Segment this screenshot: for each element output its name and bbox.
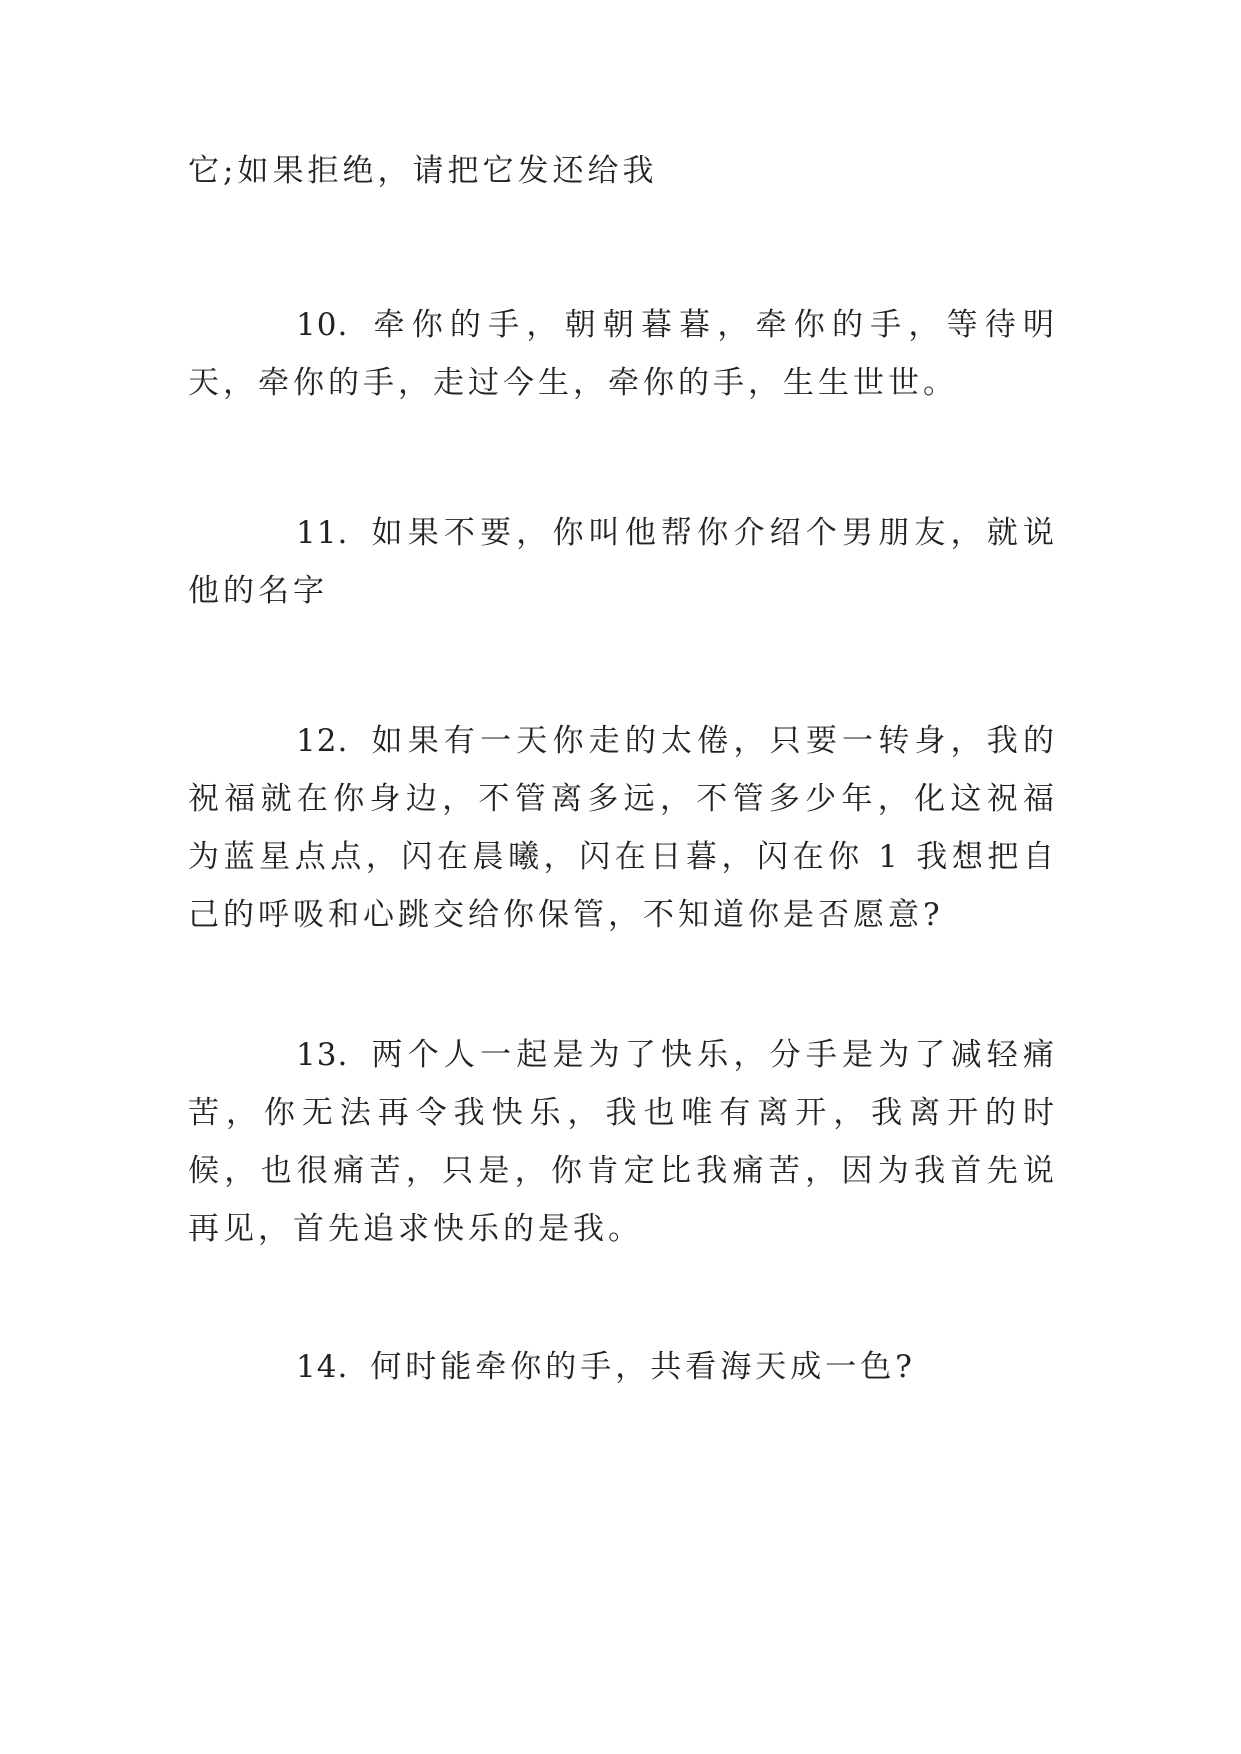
paragraph-number: 14. (296, 1349, 349, 1385)
paragraph-text: 它;如果拒绝，请把它发还给我 (188, 153, 658, 189)
paragraph-14 (188, 1338, 1058, 1396)
paragraph-text: 两个人一起是为了快乐，分手是为了减轻痛苦，你无法再令我快乐，我也唯有离开，我离开的时候，也很痛苦，只是，你肯定比我痛苦，因为我首先说再见，首先追求快乐的是我。 (188, 1037, 1058, 1247)
paragraph-number: 12. (296, 723, 349, 759)
paragraph-13 (188, 1026, 1058, 1258)
paragraph-number: 13. (296, 1037, 349, 1073)
paragraph-text: 如果有一天你走的太倦，只要一转身，我的祝福就在你身边，不管离多远，不管多少年，化这祝福为蓝星点点，闪在晨曦，闪在日暮，闪在你 1 我想把自己的呼吸和心跳交给你保管，不知道你是否愿意? (188, 723, 1058, 933)
paragraph-number: 10. (296, 307, 349, 343)
paragraph-number: 11. (296, 515, 349, 551)
paragraph-text: 何时能牵你的手，共看海天成一色? (370, 1349, 916, 1385)
paragraph-12 (188, 712, 1058, 944)
paragraph-10 (188, 296, 1058, 412)
paragraph-11 (188, 504, 1058, 620)
paragraph-text: 如果不要，你叫他帮你介绍个男朋友，就说他的名字 (188, 515, 1058, 609)
paragraph-continued (188, 142, 1058, 200)
paragraph-text: 牵你的手，朝朝暮暮，牵你的手，等待明天，牵你的手，走过今生，牵你的手，生生世世。 (188, 307, 1058, 401)
